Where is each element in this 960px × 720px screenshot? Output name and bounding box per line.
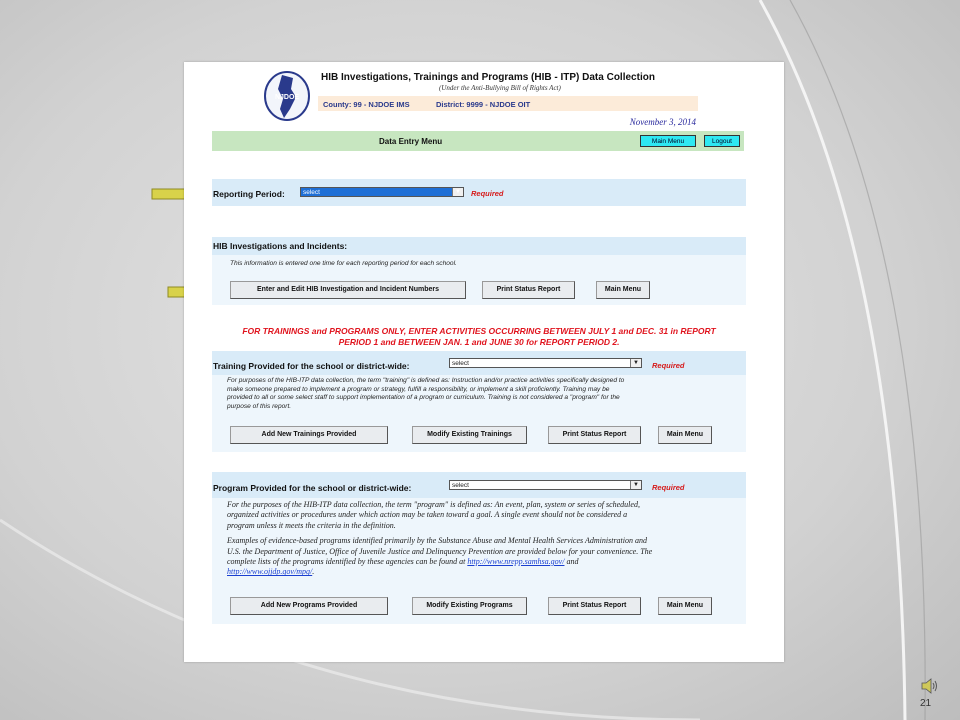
menu-bar-title: Data Entry Menu xyxy=(379,137,443,146)
program-note-line xyxy=(227,557,747,567)
training-select-value: select xyxy=(452,360,469,367)
reporting-notice xyxy=(212,326,746,348)
program-note-line: http://www.ojjdp.gov/mpg/. xyxy=(227,567,315,577)
notice-line-2: PERIOD 1 and BETWEEN JAN. 1 and JUNE 30 for REPORT PERIOD 2. xyxy=(338,337,620,347)
training-section-header xyxy=(212,351,746,375)
training-section-body xyxy=(212,375,746,452)
date-label: November 3, 2014 xyxy=(629,117,696,127)
main-menu-button[interactable]: Main Menu xyxy=(640,135,696,147)
hib-main-menu-button[interactable]: Main Menu xyxy=(596,281,650,299)
logo-text: NJDOE xyxy=(274,94,300,101)
reporting-period-section xyxy=(212,179,746,206)
program-select-value: select xyxy=(452,482,469,489)
menu-bar xyxy=(212,131,744,151)
add-new-trainings-button[interactable]: Add New Trainings Provided xyxy=(230,426,388,444)
njdoe-seal-logo xyxy=(262,69,312,123)
reporting-period-select[interactable] xyxy=(300,187,464,197)
program-note-text: complete lists of the programs identified by these agencies can be found at xyxy=(227,557,466,567)
hib-section-body xyxy=(212,255,746,305)
training-note-line: make someone prepared to implement a program or strategy, fulfill a responsibility, or implement a skill proficiently. Training may be xyxy=(227,385,610,393)
required-label: Required xyxy=(471,189,504,198)
slide-number: 21 xyxy=(920,698,932,709)
screenshot-sheet xyxy=(184,62,784,662)
add-new-programs-button[interactable]: Add New Programs Provided xyxy=(230,597,388,615)
hib-heading: HIB Investigations and Incidents: xyxy=(213,241,348,251)
reporting-period-label: Reporting Period: xyxy=(213,189,285,199)
hib-note: This information is entered one time for each reporting period for each school. xyxy=(230,260,457,267)
nrepp-link[interactable]: http://www.nrepp.samhsa.gov/ xyxy=(467,557,565,567)
training-print-status-button[interactable]: Print Status Report xyxy=(548,426,641,444)
speaker-icon[interactable] xyxy=(920,676,940,696)
page-subtitle: (Under the Anti-Bullying Bill of Rights Act) xyxy=(439,84,561,92)
training-main-menu-button[interactable]: Main Menu xyxy=(658,426,712,444)
program-note-and: and xyxy=(566,557,579,567)
program-required-label: Required xyxy=(652,483,685,492)
modify-existing-trainings-button[interactable]: Modify Existing Trainings xyxy=(412,426,527,444)
program-definition xyxy=(227,500,747,578)
program-note-line: For the purposes of the HIB-ITP data collection, the term "program" is defined as: An event, plan, system or series of scheduled, xyxy=(227,500,640,509)
training-required-label: Required xyxy=(652,361,685,370)
program-label: Program Provided for the school or district-wide: xyxy=(213,483,412,493)
notice-line-1: FOR TRAININGS and PROGRAMS ONLY, ENTER ACTIVITIES OCCURRING BETWEEN JULY 1 and DEC. 31 in REPORT xyxy=(242,326,716,336)
hib-print-status-button[interactable]: Print Status Report xyxy=(482,281,575,299)
program-note-line: program unless it meets the criteria in the definition. xyxy=(227,520,396,530)
reporting-period-select-value: select xyxy=(303,189,320,196)
enter-edit-hib-button[interactable]: Enter and Edit HIB Investigation and Incident Numbers xyxy=(230,281,466,299)
training-select[interactable] xyxy=(449,358,642,368)
training-note-line: provided to all or some select staff to support implementation of a program or curriculum. Training is not considered a "program" for the xyxy=(227,394,620,402)
program-note-line: U.S. the Department of Justice, Office of Juvenile Justice and Delinquency Prevention are provided below for your convenience. The xyxy=(227,546,653,556)
program-print-status-button[interactable]: Print Status Report xyxy=(548,597,641,615)
county-label: County: 99 - NJDOE IMS xyxy=(323,100,410,109)
logout-button[interactable]: Logout xyxy=(704,135,740,147)
chevron-down-icon[interactable]: ▼ xyxy=(630,359,641,367)
program-section-body xyxy=(212,498,746,624)
training-definition xyxy=(227,377,624,411)
training-label: Training Provided for the school or district-wide: xyxy=(213,361,410,371)
chevron-down-icon[interactable]: ▼ xyxy=(630,481,641,489)
program-main-menu-button[interactable]: Main Menu xyxy=(658,597,712,615)
program-section-header xyxy=(212,472,746,498)
program-note-line: Examples of evidence-based programs identified primarily by the Substance Abuse and Mental Health Services Administration and xyxy=(227,536,647,546)
ojjdp-link[interactable]: http://www.ojjdp.gov/mpg/ xyxy=(227,567,313,577)
training-note-line: purpose of this report. xyxy=(227,402,292,410)
training-note-line: For purposes of the HIB-ITP data collection, the term "training" is defined as: Instruction and/or practice activities specifically designed to xyxy=(227,377,625,384)
program-note-line: organized activities or procedures under which action may be taken toward a goal. A single event should not be considered a xyxy=(227,510,628,520)
modify-existing-programs-button[interactable]: Modify Existing Programs xyxy=(412,597,527,615)
program-select[interactable] xyxy=(449,480,642,490)
district-label: District: 9999 - NJDOE OIT xyxy=(436,100,531,109)
chevron-down-icon[interactable]: ▼ xyxy=(452,188,463,196)
hib-section-header xyxy=(212,237,746,255)
page-title: HIB Investigations, Trainings and Programs (HIB - ITP) Data Collection xyxy=(321,72,655,83)
